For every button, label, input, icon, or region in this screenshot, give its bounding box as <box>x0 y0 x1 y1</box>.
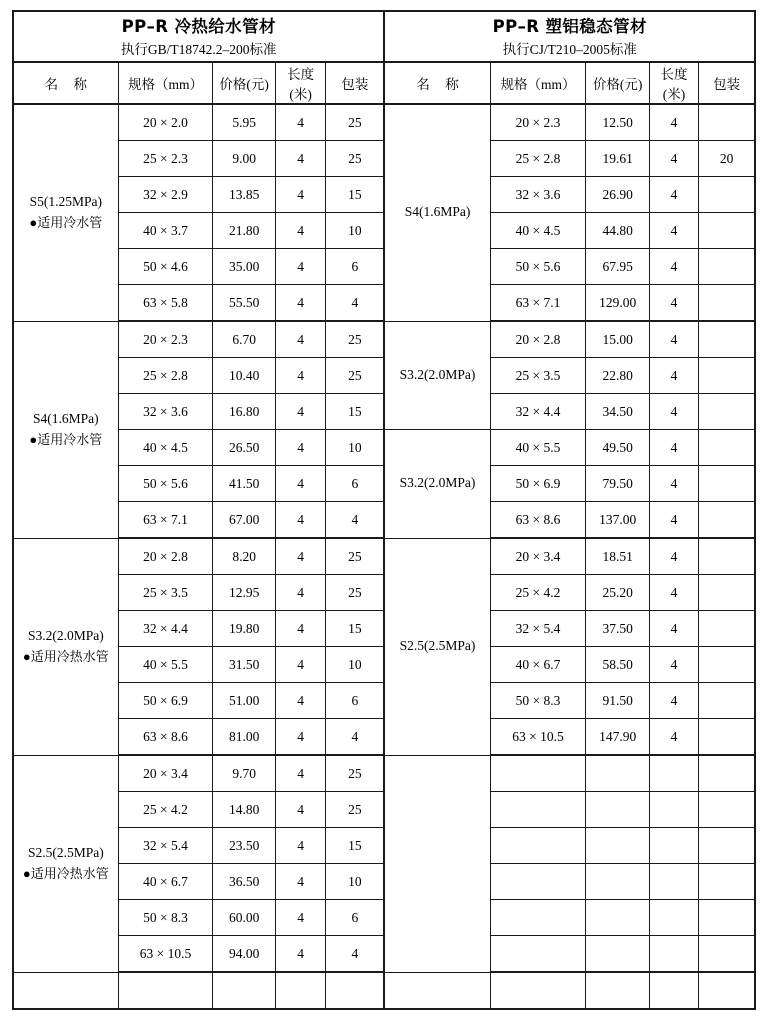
cell-length: 4 <box>649 141 698 177</box>
cell-length: 4 <box>649 502 698 539</box>
cell-price: 10.40 <box>213 358 276 394</box>
cell-length: 4 <box>276 213 326 249</box>
column-header-length: 长度(米) <box>649 63 698 104</box>
group-name-cell <box>14 321 118 538</box>
cell-price: 91.50 <box>586 683 649 719</box>
table-row <box>14 755 383 792</box>
cell-price: 34.50 <box>586 394 649 430</box>
cell-price: 19.80 <box>213 611 276 647</box>
group-name-primary: S2.5(2.5MPa) <box>399 638 476 654</box>
column-header-name: 名 称 <box>14 63 118 104</box>
cell-length: 4 <box>649 683 698 719</box>
cell-length: 4 <box>276 683 326 719</box>
cell-price <box>586 828 649 864</box>
table-row <box>14 972 383 1008</box>
cell-pack <box>699 502 754 539</box>
cell-spec: 20 × 3.4 <box>118 755 213 792</box>
cell-length: 4 <box>276 394 326 430</box>
cell-pack <box>699 104 754 141</box>
table-row <box>14 321 383 358</box>
cell-length: 4 <box>649 466 698 502</box>
cell-length <box>276 972 326 1008</box>
cell-pack: 6 <box>326 249 384 285</box>
cell-price: 37.50 <box>586 611 649 647</box>
cell-length: 4 <box>276 285 326 322</box>
cell-price: 9.70 <box>213 755 276 792</box>
cell-spec: 20 × 3.4 <box>490 538 586 575</box>
cell-length: 4 <box>649 719 698 756</box>
table-row <box>14 538 383 575</box>
cell-price: 6.70 <box>213 321 276 358</box>
cell-spec: 63 × 5.8 <box>118 285 213 322</box>
cell-spec: 63 × 8.6 <box>490 502 586 539</box>
cell-spec: 63 × 10.5 <box>490 719 586 756</box>
cell-spec: 40 × 6.7 <box>118 864 213 900</box>
cell-length: 4 <box>276 177 326 213</box>
cell-pack: 20 <box>699 141 754 177</box>
cell-pack: 4 <box>326 936 384 973</box>
column-header-length: 长度(米) <box>276 63 326 104</box>
table-head-left <box>14 63 383 104</box>
cell-length: 4 <box>649 177 698 213</box>
group-name-primary: S4(1.6MPa) <box>404 204 471 220</box>
cell-price: 13.85 <box>213 177 276 213</box>
cell-pack <box>699 430 754 466</box>
cell-length: 4 <box>649 104 698 141</box>
cell-spec: 25 × 2.3 <box>118 141 213 177</box>
cell-spec: 50 × 8.3 <box>118 900 213 936</box>
cell-spec <box>490 936 586 973</box>
cell-pack <box>699 285 754 322</box>
cell-length: 4 <box>649 321 698 358</box>
cell-length: 4 <box>276 828 326 864</box>
cell-pack: 4 <box>326 285 384 322</box>
cell-price: 12.50 <box>586 104 649 141</box>
column-header-price: 价格(元) <box>586 63 649 104</box>
cell-price: 18.51 <box>586 538 649 575</box>
cell-spec: 25 × 2.8 <box>490 141 586 177</box>
cell-length: 4 <box>649 213 698 249</box>
cell-pack <box>699 466 754 502</box>
header-row <box>385 63 754 104</box>
cell-pack: 15 <box>326 394 384 430</box>
cell-length: 4 <box>276 249 326 285</box>
cell-price <box>586 900 649 936</box>
table-row <box>385 321 754 358</box>
cell-price: 14.80 <box>213 792 276 828</box>
cell-price <box>586 972 649 1008</box>
group-name-cell <box>385 755 490 972</box>
cell-pack: 4 <box>326 502 384 539</box>
cell-length: 4 <box>276 104 326 141</box>
group-name-note: ●适用冷热水管 <box>22 648 109 664</box>
table-row <box>385 430 754 466</box>
cell-length: 4 <box>276 538 326 575</box>
cell-pack: 25 <box>326 792 384 828</box>
cell-pack: 15 <box>326 828 384 864</box>
column-header-spec: 规格（mm） <box>490 63 586 104</box>
table-row <box>385 538 754 575</box>
group-name-primary: S3.2(2.0MPa) <box>399 475 476 491</box>
cell-length: 4 <box>276 358 326 394</box>
cell-pack: 6 <box>326 683 384 719</box>
cell-pack <box>699 719 754 756</box>
cell-spec: 25 × 3.5 <box>118 575 213 611</box>
cell-pack: 10 <box>326 864 384 900</box>
cell-spec: 25 × 3.5 <box>490 358 586 394</box>
cell-pack: 25 <box>326 538 384 575</box>
cell-price: 23.50 <box>213 828 276 864</box>
group-name-note: ●适用冷水管 <box>29 215 103 231</box>
price-table-right <box>385 63 754 1008</box>
cell-price: 49.50 <box>586 430 649 466</box>
cell-spec: 50 × 6.9 <box>490 466 586 502</box>
panel-ppr-cold-hot-water-pipe <box>14 12 385 1008</box>
cell-pack <box>699 828 754 864</box>
cell-length: 4 <box>649 647 698 683</box>
cell-spec: 25 × 2.8 <box>118 358 213 394</box>
cell-price: 26.50 <box>213 430 276 466</box>
cell-price: 79.50 <box>586 466 649 502</box>
panel-standard-left: 执行GB/T18742.2–200标准 <box>120 42 277 58</box>
cell-pack <box>699 864 754 900</box>
column-header-pack: 包装 <box>699 63 754 104</box>
panel-title-block-left <box>14 12 383 63</box>
cell-pack: 4 <box>326 719 384 756</box>
cell-length: 4 <box>276 755 326 792</box>
cell-spec: 50 × 5.6 <box>490 249 586 285</box>
column-header-price: 价格(元) <box>213 63 276 104</box>
cell-price <box>586 936 649 973</box>
cell-price: 21.80 <box>213 213 276 249</box>
cell-spec: 25 × 4.2 <box>118 792 213 828</box>
cell-length <box>649 972 698 1008</box>
cell-spec <box>490 792 586 828</box>
cell-pack: 10 <box>326 213 384 249</box>
cell-length: 4 <box>276 611 326 647</box>
group-name-cell <box>385 538 490 755</box>
cell-spec: 40 × 4.5 <box>118 430 213 466</box>
cell-length: 4 <box>649 249 698 285</box>
cell-pack <box>699 900 754 936</box>
column-header-spec: 规格（mm） <box>118 63 213 104</box>
cell-spec: 50 × 5.6 <box>118 466 213 502</box>
column-header-pack: 包装 <box>326 63 384 104</box>
cell-price: 60.00 <box>213 900 276 936</box>
cell-length: 4 <box>649 394 698 430</box>
cell-price: 129.00 <box>586 285 649 322</box>
group-name-note: ●适用冷水管 <box>29 431 103 447</box>
cell-pack <box>699 358 754 394</box>
cell-length: 4 <box>649 575 698 611</box>
cell-pack: 25 <box>326 141 384 177</box>
cell-pack <box>699 321 754 358</box>
cell-price: 51.00 <box>213 683 276 719</box>
cell-pack <box>699 177 754 213</box>
group-name-cell <box>14 538 118 755</box>
cell-spec: 50 × 4.6 <box>118 249 213 285</box>
cell-length: 4 <box>276 575 326 611</box>
cell-spec: 20 × 2.3 <box>490 104 586 141</box>
cell-pack <box>326 972 384 1008</box>
cell-pack <box>699 538 754 575</box>
cell-length: 4 <box>276 719 326 756</box>
cell-spec: 40 × 4.5 <box>490 213 586 249</box>
cell-spec: 20 × 2.0 <box>118 104 213 141</box>
panel-title-right: PP–R 塑铝稳态管材 <box>492 16 647 36</box>
cell-spec: 40 × 3.7 <box>118 213 213 249</box>
cell-spec: 32 × 5.4 <box>490 611 586 647</box>
cell-spec: 40 × 6.7 <box>490 647 586 683</box>
cell-spec: 20 × 2.8 <box>490 321 586 358</box>
cell-length: 4 <box>649 538 698 575</box>
group-name-cell <box>14 972 118 1008</box>
cell-length: 4 <box>276 466 326 502</box>
cell-pack: 25 <box>326 358 384 394</box>
table-row <box>385 755 754 792</box>
cell-length: 4 <box>276 141 326 177</box>
cell-pack <box>699 755 754 792</box>
panel-title-block-right <box>385 12 754 63</box>
table-head-right <box>385 63 754 104</box>
cell-price: 12.95 <box>213 575 276 611</box>
cell-price: 36.50 <box>213 864 276 900</box>
cell-length: 4 <box>276 864 326 900</box>
cell-length: 4 <box>276 900 326 936</box>
group-name-primary: S5(1.25MPa) <box>29 194 103 210</box>
cell-spec: 63 × 10.5 <box>118 936 213 973</box>
cell-spec: 20 × 2.8 <box>118 538 213 575</box>
cell-price: 44.80 <box>586 213 649 249</box>
cell-pack <box>699 647 754 683</box>
cell-pack <box>699 213 754 249</box>
cell-price: 81.00 <box>213 719 276 756</box>
cell-length: 4 <box>276 647 326 683</box>
table-row <box>385 972 754 1008</box>
cell-price: 41.50 <box>213 466 276 502</box>
cell-pack: 15 <box>326 611 384 647</box>
cell-length <box>649 864 698 900</box>
cell-length: 4 <box>276 430 326 466</box>
table-body-left <box>14 104 383 1008</box>
cell-price: 55.50 <box>213 285 276 322</box>
cell-spec <box>490 828 586 864</box>
cell-spec: 63 × 8.6 <box>118 719 213 756</box>
cell-spec: 50 × 8.3 <box>490 683 586 719</box>
header-row <box>14 63 383 104</box>
cell-spec: 32 × 4.4 <box>118 611 213 647</box>
column-header-name: 名 称 <box>385 63 490 104</box>
cell-spec: 40 × 5.5 <box>490 430 586 466</box>
cell-spec <box>490 900 586 936</box>
cell-price: 25.20 <box>586 575 649 611</box>
cell-price: 8.20 <box>213 538 276 575</box>
cell-price: 35.00 <box>213 249 276 285</box>
cell-length <box>649 828 698 864</box>
cell-spec <box>490 755 586 792</box>
panel-standard-right: 执行CJ/T210–2005标准 <box>502 42 637 58</box>
cell-spec: 32 × 5.4 <box>118 828 213 864</box>
cell-spec: 50 × 6.9 <box>118 683 213 719</box>
cell-pack: 25 <box>326 104 384 141</box>
group-name-primary: S4(1.6MPa) <box>33 410 99 426</box>
cell-price: 94.00 <box>213 936 276 973</box>
cell-length: 4 <box>649 611 698 647</box>
table-body-right <box>385 104 754 1008</box>
cell-price: 67.00 <box>213 502 276 539</box>
cell-spec: 32 × 3.6 <box>490 177 586 213</box>
group-name-primary: S3.2(2.0MPa) <box>399 366 476 382</box>
group-name-note: ●适用冷热水管 <box>22 865 109 881</box>
price-table-sheet <box>12 10 756 1010</box>
cell-price <box>586 792 649 828</box>
cell-spec: 32 × 4.4 <box>490 394 586 430</box>
cell-spec <box>118 972 213 1008</box>
cell-price: 26.90 <box>586 177 649 213</box>
cell-price <box>586 864 649 900</box>
cell-price: 15.00 <box>586 321 649 358</box>
cell-price: 16.80 <box>213 394 276 430</box>
group-name-primary: S3.2(2.0MPa) <box>27 627 104 643</box>
cell-length: 4 <box>276 936 326 973</box>
cell-length: 4 <box>276 792 326 828</box>
cell-length <box>649 900 698 936</box>
cell-pack: 25 <box>326 755 384 792</box>
cell-pack <box>699 936 754 973</box>
group-name-cell <box>14 755 118 972</box>
cell-price: 58.50 <box>586 647 649 683</box>
group-name-primary: S2.5(2.5MPa) <box>27 844 104 860</box>
cell-spec: 25 × 4.2 <box>490 575 586 611</box>
cell-pack <box>699 249 754 285</box>
table-row <box>385 104 754 141</box>
cell-length: 4 <box>649 285 698 322</box>
cell-spec: 32 × 2.9 <box>118 177 213 213</box>
cell-pack: 6 <box>326 900 384 936</box>
cell-pack: 25 <box>326 575 384 611</box>
cell-price: 19.61 <box>586 141 649 177</box>
cell-length <box>649 755 698 792</box>
cell-pack <box>699 683 754 719</box>
cell-length: 4 <box>649 430 698 466</box>
cell-spec: 40 × 5.5 <box>118 647 213 683</box>
panel-ppr-aluminium-stable-pipe <box>385 12 754 1008</box>
cell-price: 67.95 <box>586 249 649 285</box>
cell-spec: 63 × 7.1 <box>118 502 213 539</box>
group-name-cell <box>14 104 118 321</box>
cell-price <box>586 755 649 792</box>
cell-price: 147.90 <box>586 719 649 756</box>
cell-spec: 32 × 3.6 <box>118 394 213 430</box>
cell-length: 4 <box>276 502 326 539</box>
cell-spec <box>490 864 586 900</box>
group-name-cell <box>385 321 490 430</box>
cell-length: 4 <box>276 321 326 358</box>
cell-pack <box>699 972 754 1008</box>
group-name-cell <box>385 972 490 1008</box>
cell-price: 137.00 <box>586 502 649 539</box>
cell-pack <box>699 575 754 611</box>
panel-title-left: PP–R 冷热给水管材 <box>121 16 276 36</box>
cell-spec: 20 × 2.3 <box>118 321 213 358</box>
cell-spec <box>490 972 586 1008</box>
cell-pack: 10 <box>326 430 384 466</box>
cell-price: 9.00 <box>213 141 276 177</box>
cell-price: 22.80 <box>586 358 649 394</box>
cell-price: 31.50 <box>213 647 276 683</box>
cell-price <box>213 972 276 1008</box>
cell-pack: 10 <box>326 647 384 683</box>
price-table-left <box>14 63 383 1008</box>
cell-pack <box>699 792 754 828</box>
cell-pack <box>699 611 754 647</box>
cell-pack: 25 <box>326 321 384 358</box>
cell-pack: 15 <box>326 177 384 213</box>
cell-pack: 6 <box>326 466 384 502</box>
table-row <box>14 104 383 141</box>
cell-spec: 63 × 7.1 <box>490 285 586 322</box>
cell-pack <box>699 394 754 430</box>
cell-length <box>649 936 698 973</box>
cell-length <box>649 792 698 828</box>
cell-price: 5.95 <box>213 104 276 141</box>
group-name-cell <box>385 430 490 539</box>
cell-length: 4 <box>649 358 698 394</box>
group-name-cell <box>385 104 490 321</box>
